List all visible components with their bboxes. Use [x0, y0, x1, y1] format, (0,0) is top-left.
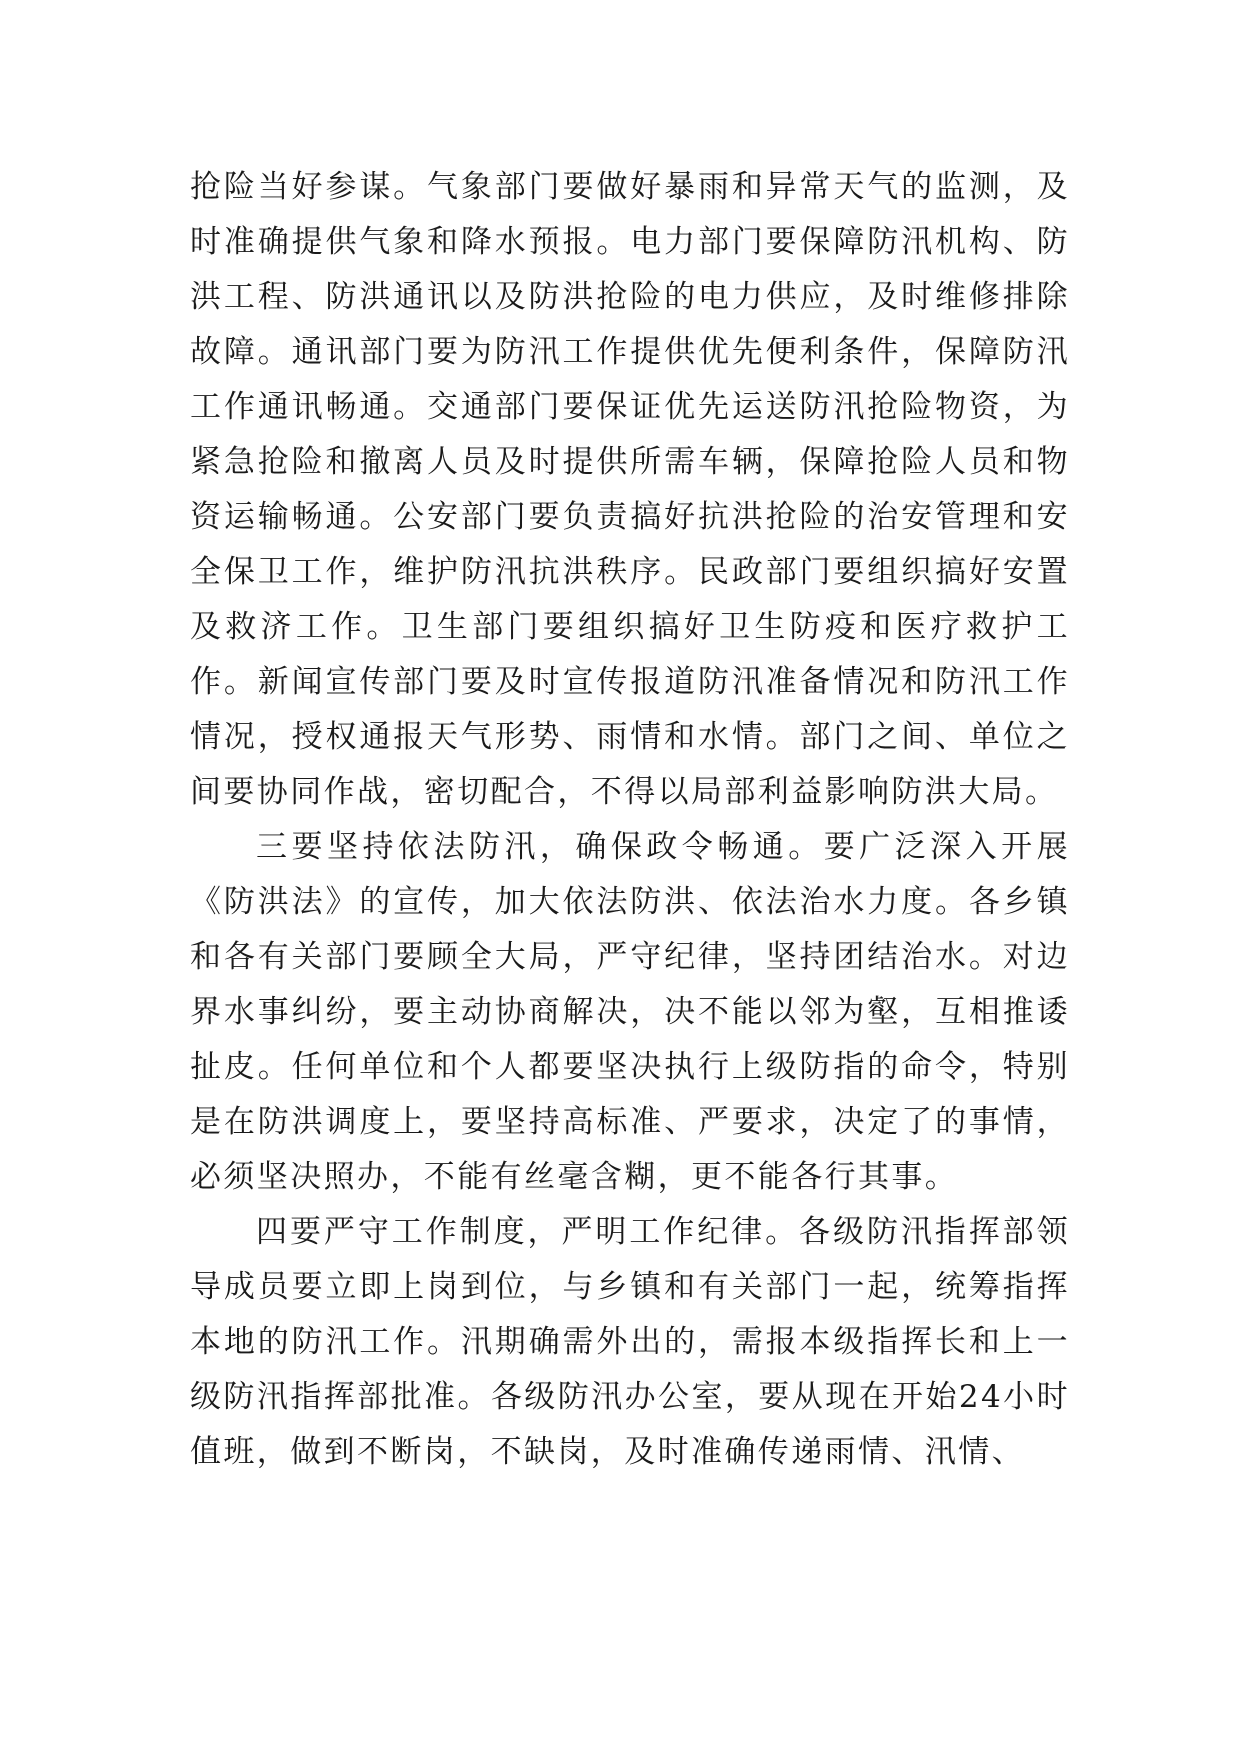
paragraph-3: 四要严守工作制度，严明工作纪律。各级防汛指挥部领导成员要立即上岗到位，与乡镇和有关部门一起，统筹指挥本地的防汛工作。汛期确需外出的，需报本级指挥长和上一级防汛指挥部批准。各级防汛办公室，要从现在开始24小时值班，做到不断岗，不缺岗，及时准确传递雨情、汛情、	[190, 1214, 1070, 1470]
body-text	[190, 160, 1070, 1480]
paragraph-1: 抢险当好参谋。气象部门要做好暴雨和异常天气的监测，及时准确提供气象和降水预报。电力部门要保障防汛机构、防洪工程、防洪通讯以及防洪抢险的电力供应，及时维修排除故障。通讯部门要为防汛工作提供优先便利条件，保障防汛工作通讯畅通。交通部门要保证优先运送防汛抢险物资，为紧急抢险和撤离人员及时提供所需车辆，保障抢险人员和物资运输畅通。公安部门要负责搞好抗洪抢险的治安管理和安全保卫工作，维护防汛抗洪秩序。民政部门要组织搞好安置及救济工作。卫生部门要组织搞好卫生防疫和医疗救护工作。新闻宣传部门要及时宣传报道防汛准备情况和防汛工作情况，授权通报天气形势、雨情和水情。部门之间、单位之间要协同作战，密切配合，不得以局部利益影响防洪大局。	[190, 169, 1070, 810]
paragraph-2: 三要坚持依法防汛，确保政令畅通。要广泛深入开展《防洪法》的宣传，加大依法防洪、依法治水力度。各乡镇和各有关部门要顾全大局，严守纪律，坚持团结治水。对边界水事纠纷，要主动协商解决，决不能以邻为壑，互相推诿扯皮。任何单位和个人都要坚决执行上级防指的命令，特别是在防洪调度上，要坚持高标准、严要求，决定了的事情，必须坚决照办，不能有丝毫含糊，更不能各行其事。	[190, 829, 1070, 1195]
